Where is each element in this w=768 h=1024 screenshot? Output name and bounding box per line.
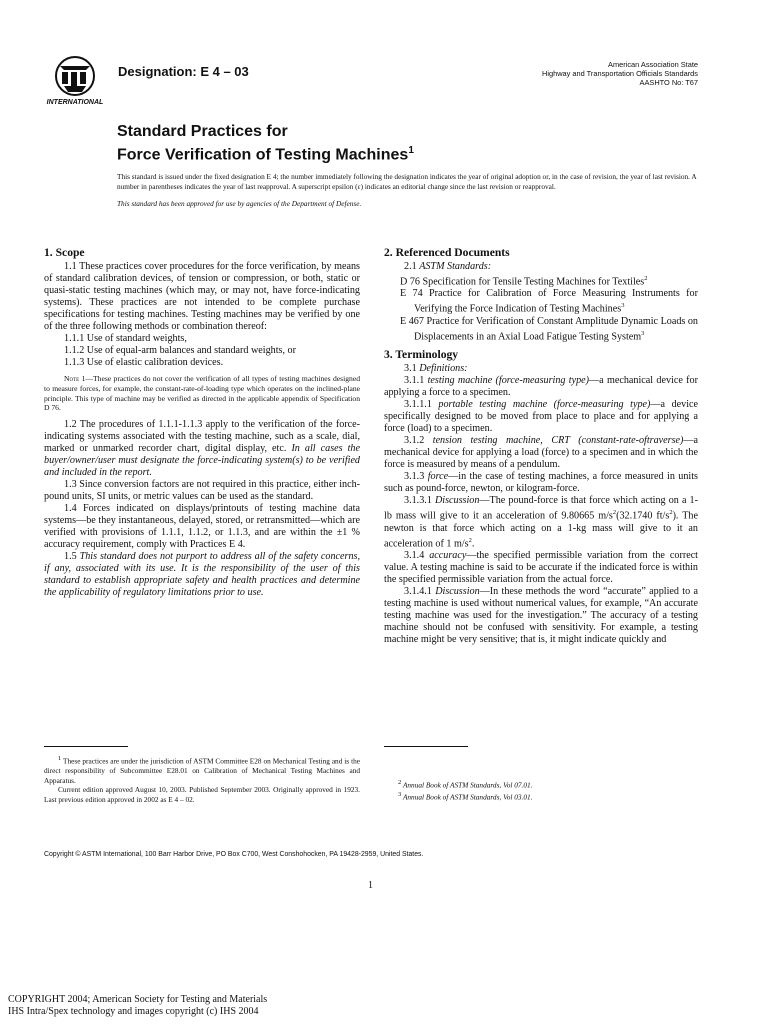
title-line-1: Standard Practices for xyxy=(117,123,288,140)
left-column xyxy=(44,247,360,599)
para-1-5-italic: This standard does not purport to address all of the safety concerns, if any, associated with its use. It is the responsibility of the user of this standard to establish appropriate safety and health practices and determine the applicability of regulatory limitations prior to use. xyxy=(44,551,360,599)
footnote-3 xyxy=(384,790,698,802)
page-title xyxy=(117,122,414,164)
para-3-1-1-1-number: 3.1.1.1 xyxy=(404,399,439,411)
referenced-documents-heading: 2. Referenced Documents xyxy=(384,246,510,259)
scope-heading: 1. Scope xyxy=(44,246,85,259)
issuance-statement xyxy=(117,172,699,209)
para-2-1-number: 2.1 xyxy=(404,261,420,272)
para-3-1-2-text: —a mechanical device for applying a load (force) to a specimen and in which the force is measured by means of a pendulum. xyxy=(384,435,698,471)
designation: Designation: E 4 – 03 xyxy=(118,64,249,79)
ref-d76-mark: 2 xyxy=(644,275,648,282)
logo-text: INTERNATIONAL xyxy=(46,99,104,106)
para-3-1-3-1-text-a: —The pound-force is that force which acting on a 1-lb mass will give to it an acceleration of 9.80665 m/s xyxy=(384,495,698,522)
para-3-1-1-number: 3.1.1 xyxy=(404,375,428,387)
ref-d76-text: D 76 Specification for Tensile Testing Machines for Textiles xyxy=(400,276,645,288)
ref-e74-text: E 74 Practice for Calibration of Force Measuring Instruments for Verifying the Force Indication of Testing Machines xyxy=(400,288,698,315)
ihs-line-1: COPYRIGHT 2004; American Society for Testing and Materials xyxy=(8,994,268,1005)
para-3-1-1 xyxy=(384,375,698,399)
page-number: 1 xyxy=(368,880,373,891)
ihs-copyright xyxy=(8,994,267,1018)
para-2-1-italic: ASTM Standards: xyxy=(419,261,492,272)
para-2-1 xyxy=(384,261,698,273)
footnote-2 xyxy=(384,778,698,790)
copyright-line: Copyright © ASTM International, 100 Barr Harbor Drive, PO Box C700, West Conshohocken, PA 19428-2959, United States. xyxy=(44,851,424,858)
para-3-1-4-text: —the specified permissible variation from the correct value. A testing machine is said to be accurate if the indicated force is within the specified permissible variation from the actual force. xyxy=(384,549,698,585)
para-3-1-3-number: 3.1.3 xyxy=(404,471,428,483)
para-3-1-1-text: —a mechanical device for applying a force to a specimen. xyxy=(384,375,698,399)
para-3-1-3-1-sup-2: 2 xyxy=(669,509,673,517)
para-3-1-4-1-label: Discussion xyxy=(435,585,480,597)
ref-e467-text: E 467 Practice for Verification of Constant Amplitude Dynamic Loads on Displacements in an Axial Load Fatigue Testing System xyxy=(400,315,698,343)
para-1-1-1: 1.1.1 Use of standard weights, xyxy=(64,333,187,344)
para-1-1-3: 1.1.3 Use of elastic calibration devices. xyxy=(64,357,224,368)
para-3-1-3-1-sup-1: 2 xyxy=(612,509,617,517)
footnote-rule-right xyxy=(384,746,468,747)
terminology-heading: 3. Terminology xyxy=(384,348,459,362)
para-3-1-4-term: accuracy xyxy=(429,549,467,561)
para-1-5-number: 1.5 xyxy=(64,551,80,563)
right-column xyxy=(384,247,698,646)
para-3-1-2 xyxy=(384,435,698,471)
para-3-1-3-1 xyxy=(384,495,698,550)
para-3-1-1-1-term: portable testing machine (force-measuring type) xyxy=(438,399,651,411)
footnote-rule-left xyxy=(44,746,128,747)
ref-e467 xyxy=(400,316,698,343)
para-3-1-3-text: —in the case of testing machines, a force measured in units such as pound-force, newton, or kilogram-force. xyxy=(384,471,698,495)
para-1-2-italic: In all cases the buyer/owner/user must designate the force-indicating system(s) to be verified and included in the report. xyxy=(44,443,360,479)
footnote-1 xyxy=(44,754,360,804)
footnote-1-a xyxy=(44,754,360,785)
para-3-1-3-term: force xyxy=(427,471,449,483)
para-1-2-text: 1.2 The procedures of 1.1.1-1.1.3 apply to the verification of the force-indicating systems associated with the testing machine, such as a scale, dial, marked or unmarked recorder chart, digital display, etc. xyxy=(44,419,360,455)
para-3-1-3-1-number: 3.1.3.1 xyxy=(404,495,435,507)
para-3-1-3-1-sup-3: 2 xyxy=(468,536,472,544)
para-3-1-1-term: testing machine (force-measuring type) xyxy=(427,375,590,387)
para-3-1-3-1-label: Discussion xyxy=(434,495,480,507)
footnote-1-b: Current edition approved August 10, 2003. Published September 2003. Originally approved in 1923. Last previous edition approved in 2002 as E 4 – 02. xyxy=(44,785,360,804)
footnotes-right xyxy=(384,778,698,802)
aashto-block xyxy=(470,60,698,87)
para-3-1-1-1-text: —a device specifically designed to be moved from place to place and for applying a force (load) to a specimen. xyxy=(384,399,699,435)
para-1-2 xyxy=(44,419,360,479)
title-line-2: Force Verification of Testing Machines xyxy=(117,146,409,164)
footnote-3-mark: 3 xyxy=(398,791,402,799)
footnote-3-text: Annual Book of ASTM Standards, Vol 03.01. xyxy=(401,792,533,802)
para-3-1-3-1-text-c: ). The newton is that force which acting on a 1-kg mass will give to it an acceleration of 1 m/s xyxy=(384,510,698,549)
ref-e74 xyxy=(400,288,698,315)
astm-logo-icon xyxy=(40,54,110,108)
para-1-3: 1.3 Since conversion factors are not required in this practice, either inch-pound units, SI units, or metric values can be used as the standard. xyxy=(44,479,360,503)
ihs-line-2: IHS Intra/Spex technology and images copyright (c) IHS 2004 xyxy=(8,1006,259,1017)
para-1-5 xyxy=(44,551,360,599)
para-3-1 xyxy=(384,363,698,375)
note-text: 1—These practices do not cover the verification of all types of testing machines designed to measure forces, for example, the constant-rate-of-loading type which operates on the inclined-plane principle. This type of machine may be verified as directed in the applicable appendix of Specification D 76. xyxy=(44,374,360,413)
para-3-1-4 xyxy=(384,550,698,586)
issuance-text: This standard is issued under the fixed designation E 4; the number immediately following the designation indicates the year of original adoption or, in the case of revision, the year of last revision. A number in parentheses indicates the year of last reapproval. A superscript epsilon (ε) indicates an editorial change since the last revision or reapproval. xyxy=(117,172,697,192)
ref-e74-mark: 3 xyxy=(621,302,625,310)
para-1-1: 1.1 These practices cover procedures for the force verification, by means of standard calibration devices, of tension or compression, or both, static or quasi-static testing machines (which may, or may not, have force-indicating systems). These practices are not intended to be complete purchase specifications for testing machines. Testing machines may be verified by one of the three following methods or combination thereof: xyxy=(44,261,360,332)
astm-logo xyxy=(40,54,110,108)
para-3-1-3-1-text-d: . xyxy=(471,537,475,549)
para-3-1-2-term: tension testing machine, CRT (constant-rate-oftraverse) xyxy=(432,435,684,447)
footnote-1-mark: 1 xyxy=(58,755,62,762)
para-1-4: 1.4 Forces indicated on displays/printouts of testing machine data systems—be they instantaneous, delayed, stored, or retransmitted—which are verified with provisions of 1.1.1, 1.1.2, or 1.1.3, and are within the ±1 % accuracy requirement, comply with Practices E 4. xyxy=(44,503,360,551)
dod-approval: This standard has been approved for use by agencies of the Department of Defense. xyxy=(117,198,362,208)
para-3-1-number: 3.1 xyxy=(404,363,420,375)
para-3-1-3 xyxy=(384,471,698,495)
para-3-1-4-1-number: 3.1.4.1 xyxy=(404,585,436,597)
para-3-1-4-1 xyxy=(384,586,698,646)
aashto-line-1: American Association State xyxy=(608,60,698,69)
para-3-1-2-number: 3.1.2 xyxy=(404,435,433,447)
para-3-1-1-1 xyxy=(384,399,698,435)
para-3-1-4-number: 3.1.4 xyxy=(404,549,430,561)
aashto-line-2: Highway and Transportation Officials Standards xyxy=(542,69,698,78)
para-3-1-3-1-text-b: (32.1740 ft/s xyxy=(616,510,670,522)
title-footnote-mark: 1 xyxy=(408,145,414,156)
aashto-line-3: AASHTO No: T67 xyxy=(639,78,698,87)
footnote-2-text: Annual Book of ASTM Standards, Vol 07.01. xyxy=(401,780,533,790)
ref-d76 xyxy=(400,273,698,288)
para-3-1-4-1-text: —In these methods the word “accurate” applied to a testing machine is used without numerical values, for example, “An accurate testing machine was used for the investigation.” The accuracy of a testing machine should not be confused with sensitivity. For example, a testing machine might be very sensitive; that is, it might indicate quickly and xyxy=(384,585,699,645)
note-1 xyxy=(44,374,360,413)
footnote-1-text: These practices are under the jurisdiction of ASTM Committee E28 on Mechanical Testing and is the direct responsibility of Subcommittee E28.01 on Calibration of Mechanical Testing Machines and Apparatus. xyxy=(44,756,360,785)
ref-e467-mark: 3 xyxy=(641,329,645,337)
note-label: Note xyxy=(64,374,80,383)
para-1-1-2: 1.1.2 Use of equal-arm balances and standard weights, or xyxy=(64,345,296,356)
para-3-1-italic: Definitions: xyxy=(419,363,468,375)
footnote-2-mark: 2 xyxy=(398,779,402,786)
